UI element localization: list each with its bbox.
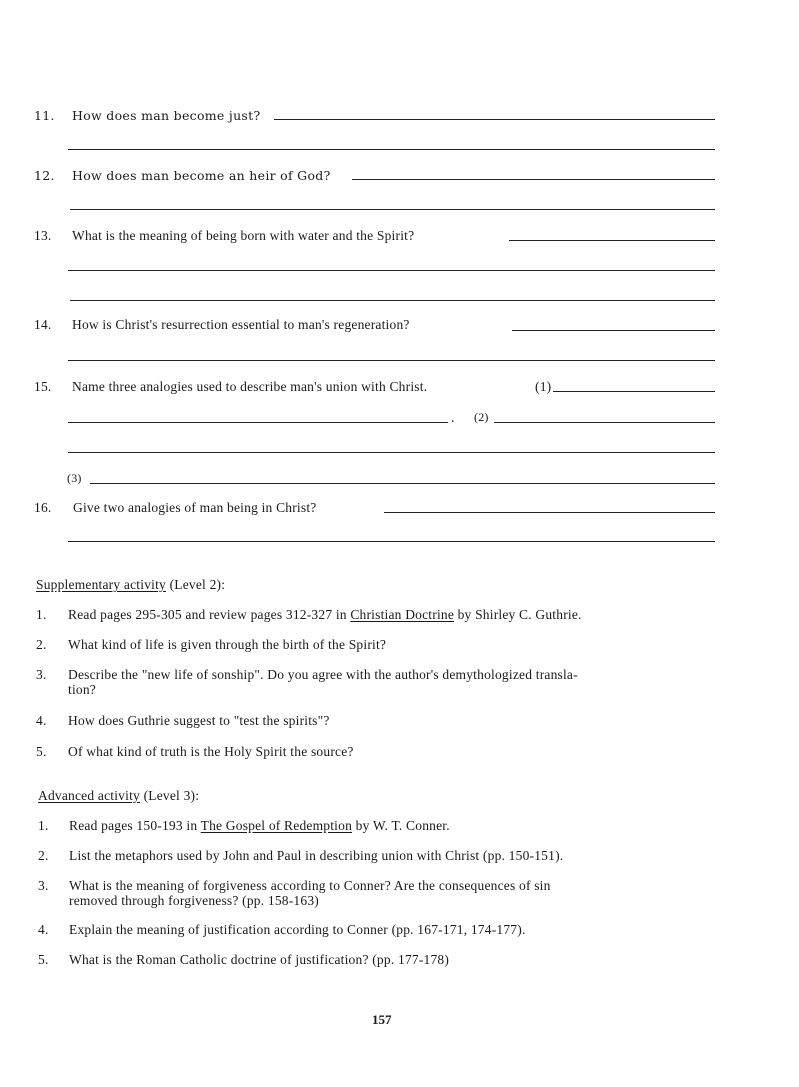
advanced-heading: [38, 788, 199, 804]
item-text: What is the Roman Catholic doctrine of justification? (pp. 177-178): [69, 952, 450, 967]
supplementary-item-3: [36, 667, 578, 697]
item-number: 2.: [36, 637, 47, 652]
answer-line[interactable]: [68, 422, 448, 423]
advanced-item-5: [38, 952, 450, 968]
supplementary-item-4: [36, 713, 330, 729]
answer-line[interactable]: [70, 300, 715, 301]
advanced-item-1: [38, 818, 450, 834]
answer-line[interactable]: [68, 541, 715, 542]
item-number: 1.: [36, 607, 47, 622]
book-title: Christian Doctrine: [350, 607, 455, 622]
answer-line[interactable]: [512, 330, 715, 331]
item-text: What is the meaning of forgiveness according to Conner? Are the consequences of sin: [69, 878, 551, 893]
answer-line[interactable]: [509, 240, 715, 241]
answer-line[interactable]: [352, 179, 715, 180]
question-16: [34, 500, 317, 516]
question-number: 12.: [34, 168, 55, 183]
advanced-item-2: [38, 848, 564, 864]
question-number: 14.: [34, 317, 52, 332]
page-number: 157: [372, 1012, 392, 1027]
item-text: Describe the "new life of sonship". Do you agree with the author's demythologized transla-: [68, 667, 578, 682]
question-text: What is the meaning of being born with water and the Spirit?: [72, 228, 415, 243]
question-text: How is Christ's resurrection essential to man's regeneration?: [72, 317, 410, 332]
item-text-continued: tion?: [68, 682, 96, 697]
section-title: Supplementary activity: [36, 577, 166, 592]
item-number: 1.: [38, 818, 49, 833]
answer-line[interactable]: [384, 512, 715, 513]
supplementary-heading: [36, 577, 225, 593]
marker-1: (1): [535, 379, 552, 394]
question-text: How does man become an heir of God?: [72, 168, 331, 183]
book-title: The Gospel of Redemption: [200, 818, 353, 833]
question-number: 13.: [34, 228, 52, 243]
question-13: [34, 228, 415, 244]
item-number: 4.: [38, 922, 49, 937]
answer-line[interactable]: [70, 209, 715, 210]
question-11: [34, 108, 261, 123]
question-text: Give two analogies of man being in Christ?: [73, 500, 317, 515]
answer-line[interactable]: [68, 270, 715, 271]
item-text: Read pages 150-193 in: [69, 818, 201, 833]
item-text-continued: removed through forgiveness? (pp. 158-163): [69, 893, 319, 908]
question-text: How does man become just?: [72, 108, 261, 123]
supplementary-item-2: [36, 637, 387, 653]
item-number: 3.: [38, 878, 49, 893]
answer-line[interactable]: [68, 452, 715, 453]
advanced-item-4: [38, 922, 526, 938]
section-level: (Level 2):: [169, 577, 226, 592]
question-12: [34, 168, 331, 183]
marker-3: (3): [67, 471, 82, 485]
item-number: 5.: [38, 952, 49, 967]
advanced-item-3: [38, 878, 551, 908]
question-14: [34, 317, 410, 333]
section-title: Advanced activity: [38, 788, 140, 803]
answer-line[interactable]: [553, 391, 715, 392]
item-number: 4.: [36, 713, 47, 728]
item-number: 2.: [38, 848, 49, 863]
question-15: [34, 379, 428, 395]
supplementary-item-1: [36, 607, 582, 623]
question-number: 15.: [34, 379, 52, 394]
item-text: List the metaphors used by John and Paul in describing union with Christ (pp. 150-151).: [69, 848, 564, 863]
item-text: Read pages 295-305 and review pages 312-327 in: [68, 607, 351, 622]
answer-line[interactable]: [68, 149, 715, 150]
question-text: Name three analogies used to describe man's union with Christ.: [72, 379, 428, 394]
question-number: 16.: [34, 500, 52, 515]
answer-line[interactable]: [68, 360, 715, 361]
question-number: 11.: [34, 108, 55, 123]
supplementary-item-5: [36, 744, 354, 760]
item-text: How does Guthrie suggest to "test the spirits"?: [68, 713, 330, 728]
item-text: What kind of life is given through the birth of the Spirit?: [68, 637, 387, 652]
item-text: by Shirley C. Guthrie.: [454, 607, 582, 622]
period: .: [451, 410, 455, 425]
answer-line[interactable]: [90, 483, 715, 484]
item-number: 3.: [36, 667, 47, 682]
section-level: (Level 3):: [143, 788, 200, 803]
answer-line[interactable]: [494, 422, 715, 423]
answer-line[interactable]: [274, 119, 715, 120]
item-text: Explain the meaning of justification according to Conner (pp. 167-171, 174-177).: [69, 922, 526, 937]
item-text: Of what kind of truth is the Holy Spirit the source?: [68, 744, 354, 759]
item-number: 5.: [36, 744, 47, 759]
item-text: by W. T. Conner.: [352, 818, 450, 833]
marker-2: (2): [474, 410, 489, 424]
